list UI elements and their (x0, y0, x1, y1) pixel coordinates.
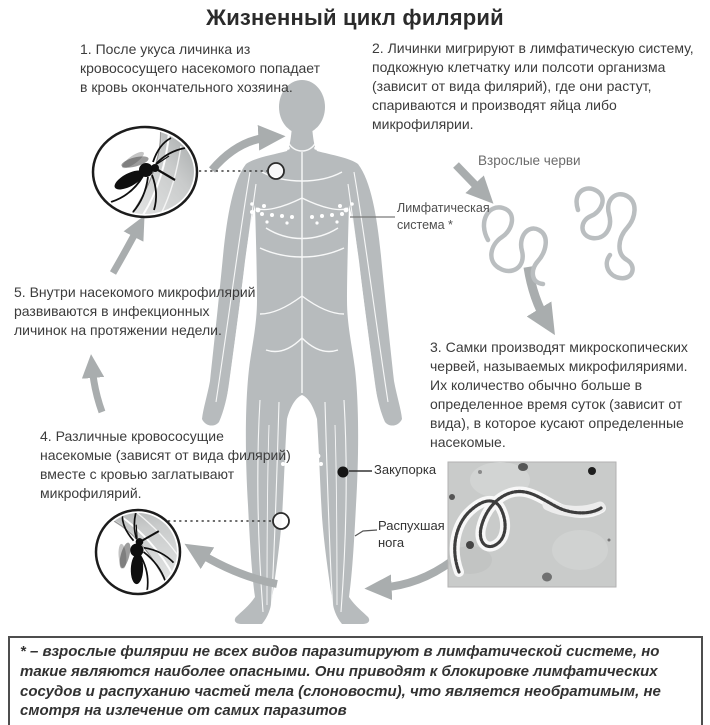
blockage-dot (338, 467, 349, 478)
label-swollen-leg: Распухшая нога (378, 518, 445, 550)
bite-site-circle-top (268, 163, 284, 179)
label-blockage: Закупорка (374, 462, 437, 477)
arrow-body-to-worms (456, 165, 484, 194)
arrow-step5-to-step1 (113, 226, 139, 273)
step-4-text: 4. Различные кровососущие насекомые (зависят от вида филярий) вместе с кровью заглатывают микрофилярий. (40, 428, 291, 502)
step-1-text: 1. После укуса личинка из кровососущего насекомого попадает в кровь окончательного хозяина. (80, 41, 321, 96)
adult-worms-figure (484, 188, 635, 284)
human-body-figure (202, 80, 402, 624)
step-5-text: 5. Внутри насекомого микрофилярий развиваются в инфекционных личинок на протяжении недели. (14, 284, 256, 339)
footnote: * – взрослые филярии не всех видов паразитируют в лимфатической системе, но такие являются наиболее опасными. Они приводят к блокировке лимфатических сосудов и распуханию частей тела (слоновости), что является необратимым, не смотря на излечение от самих паразитов (8, 636, 703, 725)
bite-site-circle-bottom (273, 513, 289, 529)
step-3-text: 3. Самки производят микроскопических червей, называемых микрофиляриями. Их количество обычно больше в определенное время суток (зависит от вида), в которое кусают определенные насекомые. (430, 339, 688, 451)
mosquito-top-icon (93, 112, 211, 230)
micrograph-image (448, 462, 616, 587)
page-title: Жизненный цикл филярий (206, 5, 504, 30)
step-2-text: 2. Личинки мигрируют в лимфатическую систему, подкожную клетчатку или полсоти организма (зависит от вида филярий), где они растут, спариваются и производят яйца либо микрофилярии. (372, 40, 694, 133)
label-adult-worms: Взрослые черви (478, 153, 581, 168)
arrow-micrograph-to-body (378, 561, 452, 588)
label-lymphatic-system: Лимфатическая система * (397, 201, 490, 232)
swollen-leg-label-line (355, 530, 377, 536)
arrow-step4-to-step5 (92, 366, 102, 412)
